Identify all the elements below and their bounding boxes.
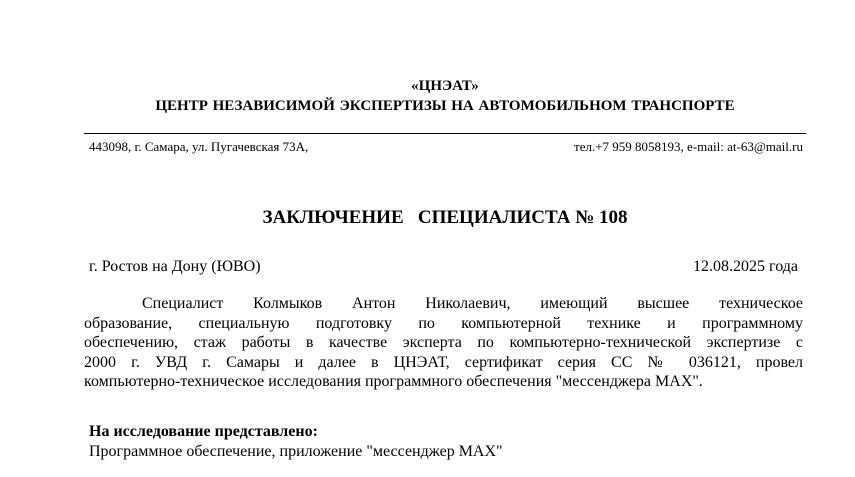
section-heading: На исследование представлено: (89, 423, 318, 440)
paragraph-line: образование, специальную подготовку по компьютерной технике и программному (84, 314, 803, 332)
org-address: 443098, г. Самара, ул. Пугачевская 73А, (89, 139, 309, 154)
paragraph-line: Специалист Колмыков Антон Николаевич, имеющий высшее техническое (142, 295, 803, 312)
paragraph-line: обеспечению, стаж работы в качестве эксперта по компьютерно-технической экспертизе с (84, 334, 803, 351)
document-city: г. Ростов на Дону (ЮВО) (89, 258, 261, 275)
header-divider (84, 133, 806, 134)
org-full-name: ЦЕНТР НЕЗАВИСИМОЙ ЭКСПЕРТИЗЫ НА АВТОМОБИЛЬНОМ ТРАНСПОРТЕ (155, 98, 735, 114)
paragraph-line: 2000 г. УВД г. Самары и далее в ЦНЭАТ, сертификат серия СС № 036121, провел (84, 353, 803, 371)
org-short-name: «ЦНЭАТ» (411, 78, 479, 94)
section-text: Программное обеспечение, приложение "мессенджер MAX" (89, 443, 503, 460)
org-contacts: тел.+7 959 8058193, e-mail: at-63@mail.ru (574, 139, 803, 154)
body-paragraph (84, 294, 803, 392)
paragraph-line: компьютерно-техническое исследования программного обеспечения "мессенджера MAX". (84, 373, 703, 390)
document-date: 12.08.2025 года (693, 258, 798, 275)
document-title: ЗАКЛЮЧЕНИЕ СПЕЦИАЛИСТА № 108 (262, 207, 628, 228)
